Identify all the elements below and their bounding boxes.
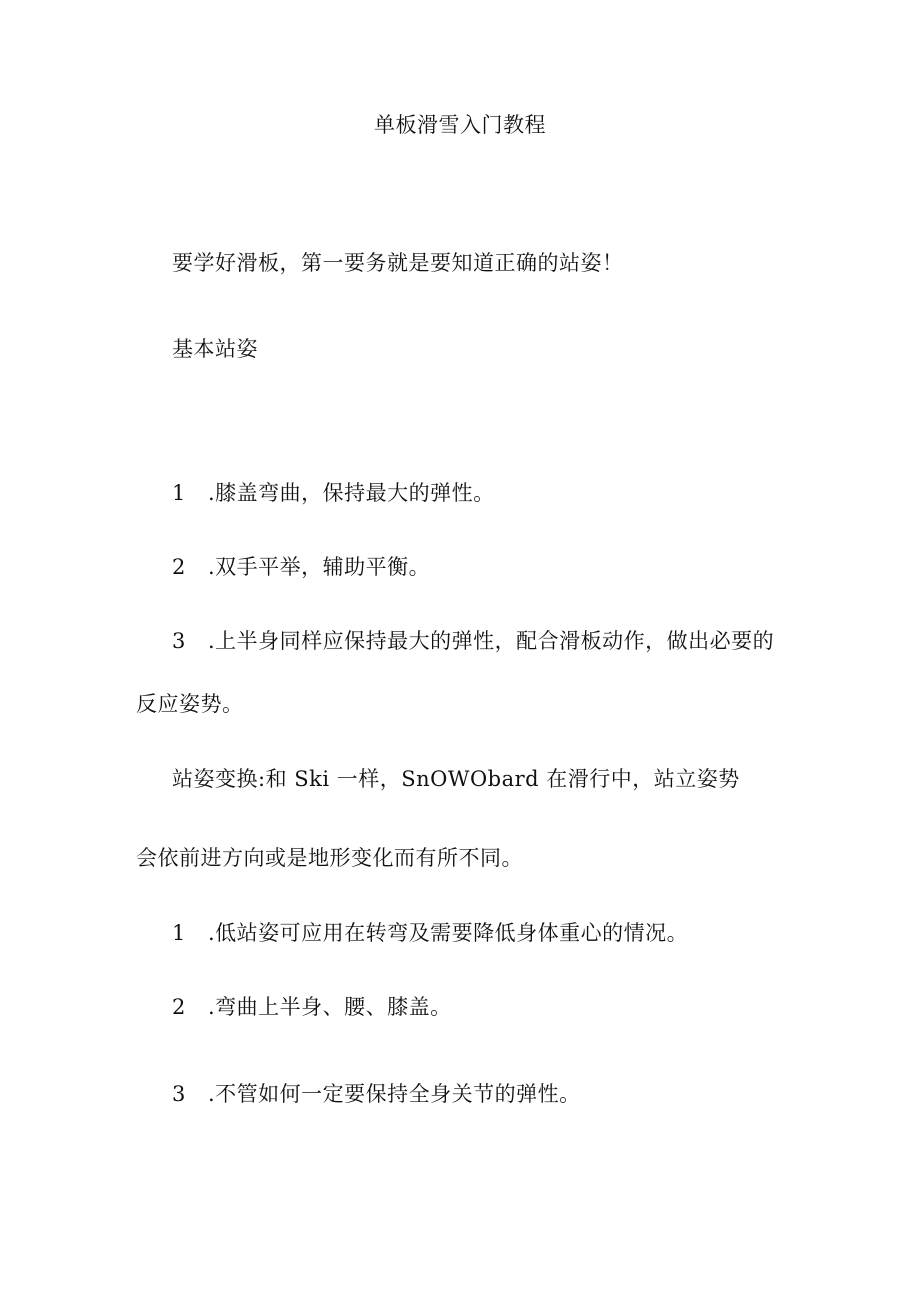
list-item-text: .低站姿可应用在转弯及需要降低身体重心的情况。 xyxy=(208,921,689,945)
list-item xyxy=(172,553,430,581)
list-item-number: 3 xyxy=(172,1082,186,1106)
list-item xyxy=(172,627,774,655)
stance-change-paragraph-line2: 会依前进方向或是地形变化而有所不同。 xyxy=(136,846,523,870)
list-item-number: 2 xyxy=(172,995,186,1019)
list-item-continuation: 反应姿势。 xyxy=(136,692,244,716)
list-item-number: 3 xyxy=(172,629,186,653)
list-item-number: 1 xyxy=(172,481,186,505)
section-heading-basic-stance: 基本站姿 xyxy=(172,337,258,361)
list-item-text: .不管如何一定要保持全身关节的弹性。 xyxy=(208,1082,581,1106)
list-item xyxy=(172,1080,581,1108)
list-item xyxy=(172,993,452,1021)
document-title: 单板滑雪入门教程 xyxy=(374,113,546,137)
list-item-text: .弯曲上半身、腰、膝盖。 xyxy=(208,995,452,1019)
list-item-text: .膝盖弯曲，保持最大的弹性。 xyxy=(208,481,495,505)
list-item-number: 1 xyxy=(172,921,186,945)
intro-paragraph: 要学好滑板，第一要务就是要知道正确的站姿！ xyxy=(172,251,624,275)
list-item xyxy=(172,479,495,507)
list-item-number: 2 xyxy=(172,555,186,579)
list-item-text: .上半身同样应保持最大的弹性，配合滑板动作，做出必要的 xyxy=(208,629,775,653)
stance-change-paragraph-line1: 站姿变换:和 Ski 一样，SnOWObard 在滑行中，站立姿势 xyxy=(172,767,740,791)
list-item-text: .双手平举，辅助平衡。 xyxy=(208,555,431,579)
list-item xyxy=(172,919,688,947)
